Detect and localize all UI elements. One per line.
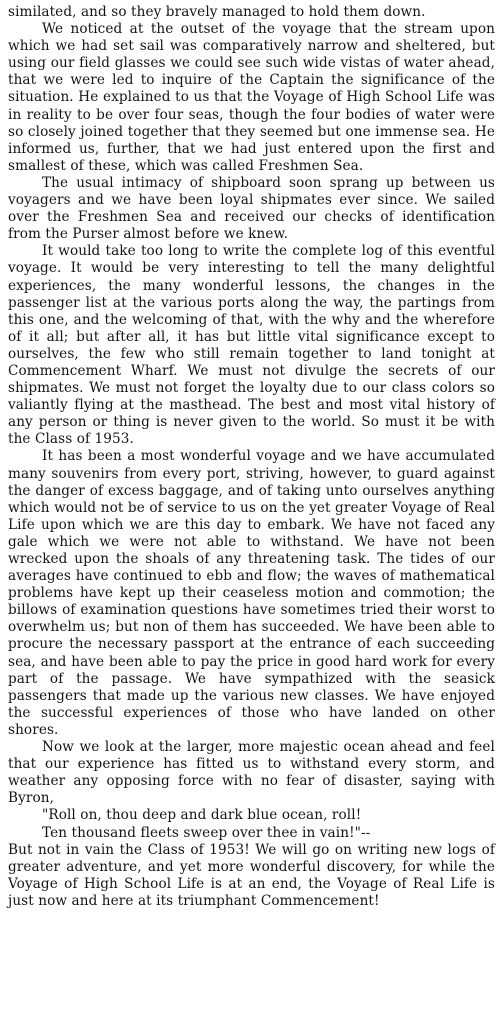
verse-line-1: "Roll on, thou deep and dark blue ocean, roll! bbox=[42, 807, 362, 824]
paragraph-souvenirs: It has been a most wonderful voyage and we have accumulated many souvenirs from every port, striving, however, to guard against the danger of excess baggage, and of taking unto ourselves anything which would not be of service to us on the yet greater Voyage of Real Life upon which we are this day to embark. We have not faced any gale which we were not able to withstand. We have not been wrecked upon the shoals of any threatening task. The tides of our averages have continued to ebb and flow; the waves of mathematical problems have kept up their ceaseless motion and commotion; the billows of examination questions have sometimes tried their worst to overwhelm us; but non of them has succeeded. We have been able to procure the necessary passport at the entrance of each succeeding sea, and have been able to pay the price in good hard work for every part of the passage. We have sympathized with the seasick passengers that made up the various new classes. We have enjoyed the successful experiences of those who have landed on other shores. bbox=[8, 448, 495, 738]
paragraph-closing: But not in vain the Class of 1953! We will go on writing new logs of greater adventure, and yet more wonderful discovery, for while the Voyage of High School Life is at an end, the Voyage of Real Life is just now and here at its triumphant Commencement! bbox=[8, 841, 495, 909]
paragraph-shipboard-intimacy: The usual intimacy of shipboard soon sprang up between us voyagers and we have been loyal shipmates ever since. We sailed over the Freshmen Sea and received our checks of identification from the Purser almost before we knew. bbox=[8, 174, 495, 243]
paragraph-opening-fragment: similated, and so they bravely managed to hold them down. bbox=[8, 4, 426, 20]
paragraph-voyage-log: It would take too long to write the complete log of this eventful voyage. It would be very interesting to tell the many delightful experiences, the many wonderful lessons, the changes in the passenger list at the various ports along the way, the partings from this one, and the welcoming of that, with the why and the wherefore of it all; but after all, it has but little vital significance except to ourselves, the few who still remain together to land tonight at Commencement Wharf. We must not divulge the secrets of our shipmates. We must not forget the loyalty due to our class colors so valiantly flying at the masthead. The best and most vital history of any person or thing is never given to the world. So must it be with the Class of 1953. bbox=[8, 243, 495, 448]
verse-line-2: Ten thousand fleets sweep over thee in vain!"-- bbox=[42, 824, 371, 841]
paragraph-larger-ocean: Now we look at the larger, more majestic ocean ahead and feel that our experience has fitted us to withstand every storm, and weather any opposing force with no fear of disaster, saying with Byron, bbox=[8, 739, 495, 807]
paragraph-outset-of-voyage: We noticed at the outset of the voyage that the stream upon which we had set sail was comparatively narrow and sheltered, but using our field glasses we could see such wide vistas of water ahead, that we were led to inquire of the Captain the significance of the situation. He explained to us that the Voyage of High School Life was in reality to be over four seas, though the four bodies of water were so closely joined together that they seemed but one immense sea. He informed us, further, that we had just entered upon the first and smallest of these, which was called Freshmen Sea. bbox=[8, 21, 495, 174]
